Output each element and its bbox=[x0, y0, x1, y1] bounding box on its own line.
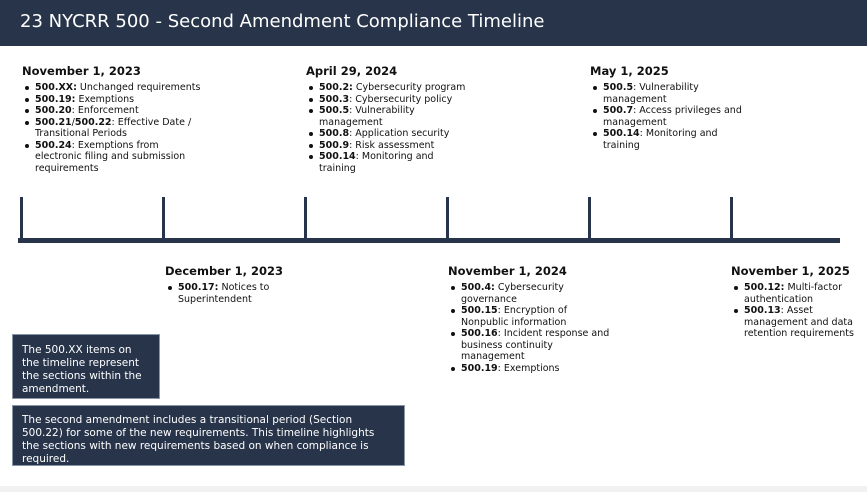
list-item: 500.7: Access privileges and management bbox=[590, 105, 743, 128]
timeline-tick-3 bbox=[304, 197, 307, 240]
list-item: 500.19: Exemptions bbox=[448, 363, 608, 375]
list-item: 500.8: Application security bbox=[306, 128, 466, 140]
list-item: 500.5: Vulnerability management bbox=[306, 105, 429, 128]
list-item: 500.24: Exemptions from electronic filing and submission requirements bbox=[22, 140, 202, 175]
requirement-list bbox=[306, 82, 466, 174]
milestone-date: November 1, 2023 bbox=[22, 64, 141, 78]
sections-note-text: The 500.XX items on the timeline represent the sections within the amendment. bbox=[22, 344, 142, 395]
milestone-apr-2024 bbox=[306, 64, 466, 174]
milestone-date: November 1, 2024 bbox=[448, 264, 567, 278]
requirement-list bbox=[731, 282, 861, 340]
list-item: 500.14: Monitoring and training bbox=[590, 128, 723, 151]
page-title: 23 NYCRR 500 - Second Amendment Compliance Timeline bbox=[20, 11, 545, 32]
list-item: 500.14: Monitoring and training bbox=[306, 151, 449, 174]
transition-note-text: The second amendment includes a transitional period (Section 500.22) for some of the new requirements. This timeline highlights the sections with new requirements based on when compliance is required. bbox=[22, 414, 375, 465]
sections-note-box bbox=[12, 334, 160, 399]
milestone-nov-2025 bbox=[731, 264, 861, 340]
header-bar bbox=[0, 0, 867, 46]
list-item: 500.5: Vulnerability management bbox=[590, 82, 718, 105]
list-item: 500.9: Risk assessment bbox=[306, 140, 466, 152]
milestone-date: April 29, 2024 bbox=[306, 64, 398, 78]
timeline-tick-6 bbox=[730, 197, 733, 240]
list-item: 500.15: Encryption of Nonpublic information bbox=[448, 305, 591, 328]
milestone-may-2025 bbox=[590, 64, 740, 151]
bottom-strip bbox=[0, 486, 867, 492]
timeline-axis bbox=[18, 238, 840, 243]
milestone-nov-2024 bbox=[448, 264, 608, 374]
list-item: 500.2: Cybersecurity program bbox=[306, 82, 466, 94]
list-item: 500.XX: Unchanged requirements bbox=[22, 82, 202, 94]
requirement-list bbox=[448, 282, 608, 374]
timeline-tick-2 bbox=[162, 197, 165, 240]
requirement-list bbox=[165, 282, 315, 305]
list-item: 500.21/500.22: Effective Date / Transitional Periods bbox=[22, 117, 202, 140]
list-item: 500.4: Cybersecurity governance bbox=[448, 282, 576, 305]
list-item: 500.17: Notices to Superintendent bbox=[165, 282, 288, 305]
list-item: 500.16: Incident response and business continuity management bbox=[448, 328, 616, 363]
list-item: 500.12: Multi-factor authentication bbox=[731, 282, 849, 305]
transition-note-box bbox=[12, 405, 405, 466]
list-item: 500.13: Asset management and data retention requirements bbox=[731, 305, 866, 340]
milestone-date: December 1, 2023 bbox=[165, 264, 284, 278]
list-item: 500.3: Cybersecurity policy bbox=[306, 94, 466, 106]
timeline-tick-1 bbox=[20, 197, 23, 240]
timeline-tick-5 bbox=[588, 197, 591, 240]
requirement-list bbox=[590, 82, 740, 151]
milestone-nov-2023 bbox=[22, 64, 202, 174]
milestone-dec-2023 bbox=[165, 264, 315, 305]
list-item: 500.20: Enforcement bbox=[22, 105, 202, 117]
milestone-date: May 1, 2025 bbox=[590, 64, 669, 78]
requirement-list bbox=[22, 82, 202, 174]
timeline-tick-4 bbox=[446, 197, 449, 240]
list-item: 500.19: Exemptions bbox=[22, 94, 202, 106]
milestone-date: November 1, 2025 bbox=[731, 264, 850, 278]
